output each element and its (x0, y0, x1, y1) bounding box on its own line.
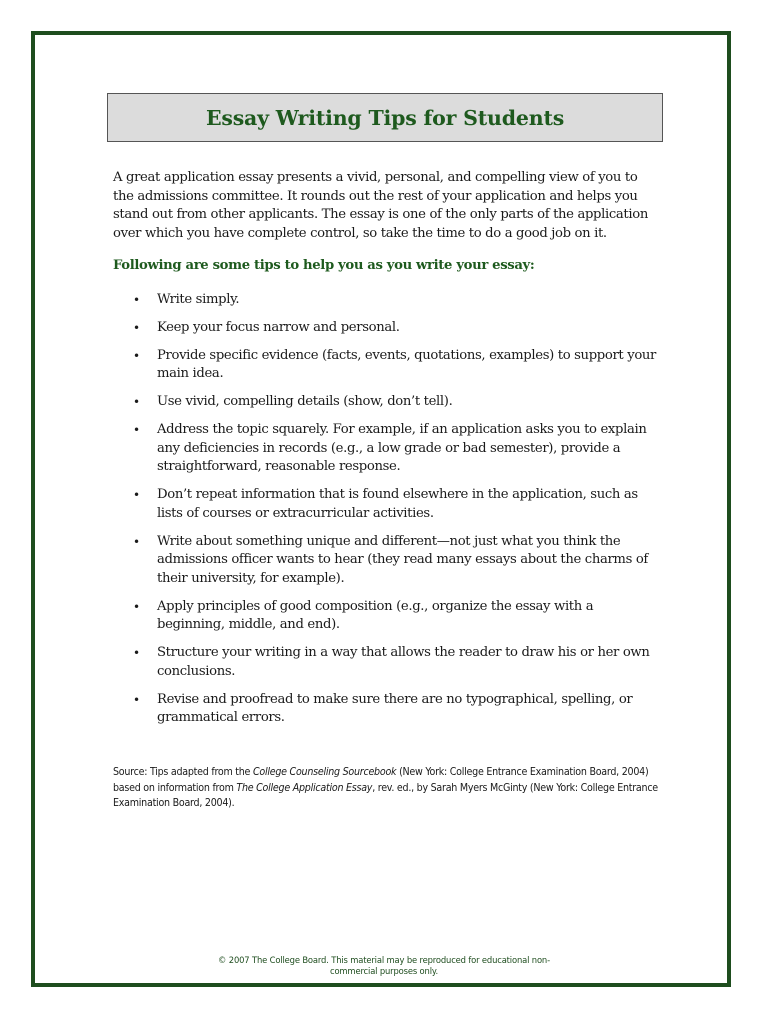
list-item (113, 644, 658, 681)
tip-text: Write about something unique and different—not just what you think the admissions officer wants to hear (they read many essays about the charms of their university, for example). (157, 533, 648, 586)
list-item (113, 393, 658, 412)
copyright-line: © 2007 The College Board. This material may be reproduced for educational non- (218, 955, 550, 965)
list-item (113, 291, 658, 310)
tip-text: Use vivid, compelling details (show, don’t tell). (157, 394, 453, 409)
source-book-title: The College Application Essay (236, 781, 373, 794)
bullet-icon: • (133, 488, 140, 502)
tip-text: Address the topic squarely. For example, if an application asks you to explain any deficiencies in records (e.g., a low grade or bad semester), provide a straightforward, reasonable response. (157, 422, 647, 474)
title-box (107, 93, 663, 142)
list-item (113, 533, 658, 589)
source-book-title: College Counseling Sourcebook (252, 766, 397, 778)
list-item (113, 486, 658, 523)
bullet-icon: • (133, 692, 140, 707)
copyright-footer (170, 955, 598, 977)
bullet-icon: • (133, 395, 140, 409)
tips-lead-heading: Following are some tips to help you as you write your essay: (113, 258, 535, 273)
list-item (113, 347, 658, 384)
source-citation (113, 765, 658, 812)
tips-list (113, 291, 658, 728)
tip-text: Revise and proofread to make sure there are no typographical, spelling, or grammatical errors. (157, 691, 633, 725)
source-text: , rev. ed., by Sarah Myers McGinty (New York: College Entrance Examination Board, 2004). (113, 781, 658, 809)
list-item (113, 598, 658, 635)
list-item (113, 421, 658, 477)
copyright-line: commercial purposes only. (330, 966, 438, 976)
list-item (113, 691, 658, 728)
bullet-icon: • (133, 320, 140, 335)
tip-text: Apply principles of good composition (e.g., organize the essay with a beginning, middle, and end). (157, 598, 594, 632)
main-content (113, 169, 658, 737)
source-text: Source: Tips adapted from the (113, 766, 253, 778)
tip-text: Don’t repeat information that is found elsewhere in the application, such as lists of courses or extracurricular activities. (157, 487, 638, 521)
bullet-icon: • (133, 348, 140, 363)
tip-text: Keep your focus narrow and personal. (157, 319, 400, 335)
list-item (113, 319, 658, 338)
source-text: (New York: College Entrance Examination Board, 2004) based on information from (113, 766, 649, 794)
tip-text: Structure your writing in a way that allows the reader to draw his or her own conclusions. (157, 645, 650, 679)
bullet-icon: • (133, 534, 140, 549)
bullet-icon: • (133, 423, 140, 437)
bullet-icon: • (133, 599, 140, 614)
page-title: Essay Writing Tips for Students (205, 105, 565, 130)
tip-text: Write simply. (157, 291, 240, 307)
bullet-icon: • (133, 646, 140, 660)
tip-text: Provide specific evidence (facts, events, quotations, examples) to support your main idea. (157, 347, 657, 381)
intro-paragraph: A great application essay presents a vivid, personal, and compelling view of you to the admissions committee. It rounds out the rest of your application and helps you stand out from other applicants. The essay is one of the only parts of the application over which you have complete control, so take the time to do a good job on it. (113, 170, 648, 241)
bullet-icon: • (133, 292, 140, 307)
